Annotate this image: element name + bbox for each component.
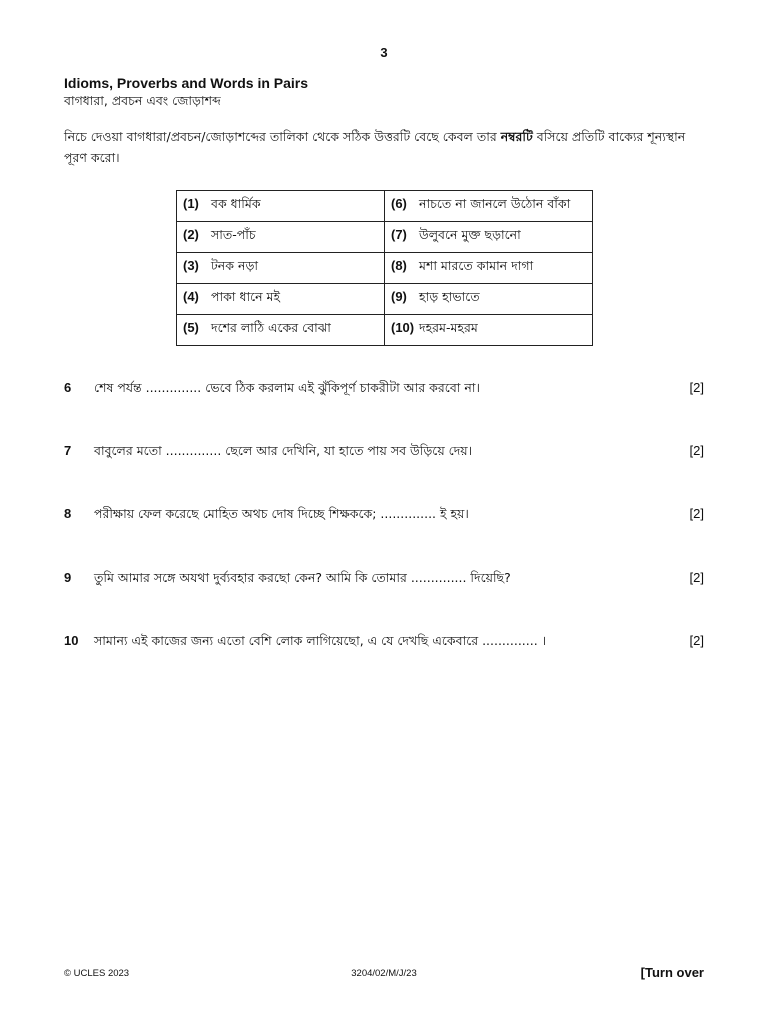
instructions — [64, 126, 706, 168]
question-7 — [64, 443, 704, 463]
question-number: 10 — [64, 633, 79, 648]
question-number: 6 — [64, 380, 72, 395]
question-marks: [2] — [689, 633, 704, 648]
question-10 — [64, 633, 704, 653]
table-row — [177, 222, 593, 253]
option-text: টনক নড়া — [211, 258, 259, 273]
question-text: তুমি আমার সঙ্গে অযথা দুর্ব্যবহার করছো কেন? আমি কি তোমার .............. দিয়েছি? — [94, 570, 511, 585]
instructions-text-start: নিচে দেওয়া বাগধারা/প্রবচন/জোড়াশব্দের তালিকা থেকে সঠিক উত্তরটি বেছে কেবল তার — [64, 129, 501, 144]
option-number: (5) — [183, 320, 199, 335]
question-text: সামান্য এই কাজের জন্য এতো বেশি লোক লাগিয়েছো, এ যে দেখছি একেবারে .............. । — [94, 633, 547, 648]
question-8 — [64, 506, 704, 526]
option-text: সাত-পাঁচ — [211, 227, 256, 242]
question-9 — [64, 570, 704, 590]
section-title: Idioms, Proverbs and Words in Pairs — [64, 75, 309, 91]
option-text: দহরম-মহরম — [419, 320, 478, 335]
option-cell — [177, 315, 385, 346]
option-text: দশের লাঠি একের বোঝা — [211, 320, 331, 335]
page-number: 3 — [380, 45, 388, 60]
table-row — [177, 253, 593, 284]
option-text: নাচতে না জানলে উঠোন বাঁকা — [419, 196, 571, 211]
option-cell — [177, 253, 385, 284]
question-text: শেষ পর্যন্ত .............. ভেবে ঠিক করলাম এই ঝুঁকিপূর্ণ চাকরীটা আর করবো না। — [94, 380, 480, 395]
options-table — [176, 190, 593, 346]
question-marks: [2] — [689, 570, 704, 585]
question-number: 7 — [64, 443, 72, 458]
question-number: 9 — [64, 570, 72, 585]
option-cell — [177, 284, 385, 315]
option-number: (6) — [391, 196, 407, 211]
instructions-text-end: বসিয়ে প্রতিটি বাক্যের শূন্যস্থান পূরণ করো। — [64, 129, 686, 165]
footer-copyright: © UCLES 2023 — [64, 968, 130, 979]
option-number: (9) — [391, 289, 407, 304]
turn-over-label: [Turn over — [640, 965, 704, 980]
option-number: (10) — [391, 320, 415, 335]
option-text: পাকা ধানে মই — [211, 289, 280, 304]
instructions-emphasis: নম্বরটি — [500, 129, 533, 144]
question-6 — [64, 380, 704, 400]
option-cell — [385, 315, 593, 346]
option-number: (7) — [391, 227, 407, 242]
option-number: (1) — [183, 196, 199, 211]
table-row — [177, 315, 593, 346]
question-marks: [2] — [689, 380, 704, 395]
option-cell — [385, 253, 593, 284]
option-text: বক ধার্মিক — [211, 196, 261, 211]
table-row — [177, 284, 593, 315]
option-number: (2) — [183, 227, 199, 242]
option-number: (3) — [183, 258, 199, 273]
option-text: উলুবনে মুক্ত ছড়ানো — [419, 227, 521, 242]
section-subtitle: বাগধারা, প্রবচন এবং জোড়াশব্দ — [64, 93, 221, 108]
option-cell — [385, 222, 593, 253]
question-text: পরীক্ষায় ফেল করেছে মোহিত অথচ দোষ দিচ্ছে শিক্ষককে; .............. ই হয়। — [94, 506, 469, 521]
option-cell — [177, 222, 385, 253]
option-cell — [385, 284, 593, 315]
table-row — [177, 191, 593, 222]
option-text: হাড় হাভাতে — [419, 289, 480, 304]
option-text: মশা মারতে কামান দাগা — [419, 258, 534, 273]
option-cell — [385, 191, 593, 222]
question-number: 8 — [64, 506, 72, 521]
question-marks: [2] — [689, 506, 704, 521]
footer-paper-code: 3204/02/M/J/23 — [351, 968, 417, 979]
option-number: (8) — [391, 258, 407, 273]
option-cell — [177, 191, 385, 222]
question-text: বাবুলের মতো .............. ছেলে আর দেখিনি, যা হাতে পায় সব উড়িয়ে দেয়। — [94, 443, 473, 458]
option-number: (4) — [183, 289, 199, 304]
question-marks: [2] — [689, 443, 704, 458]
